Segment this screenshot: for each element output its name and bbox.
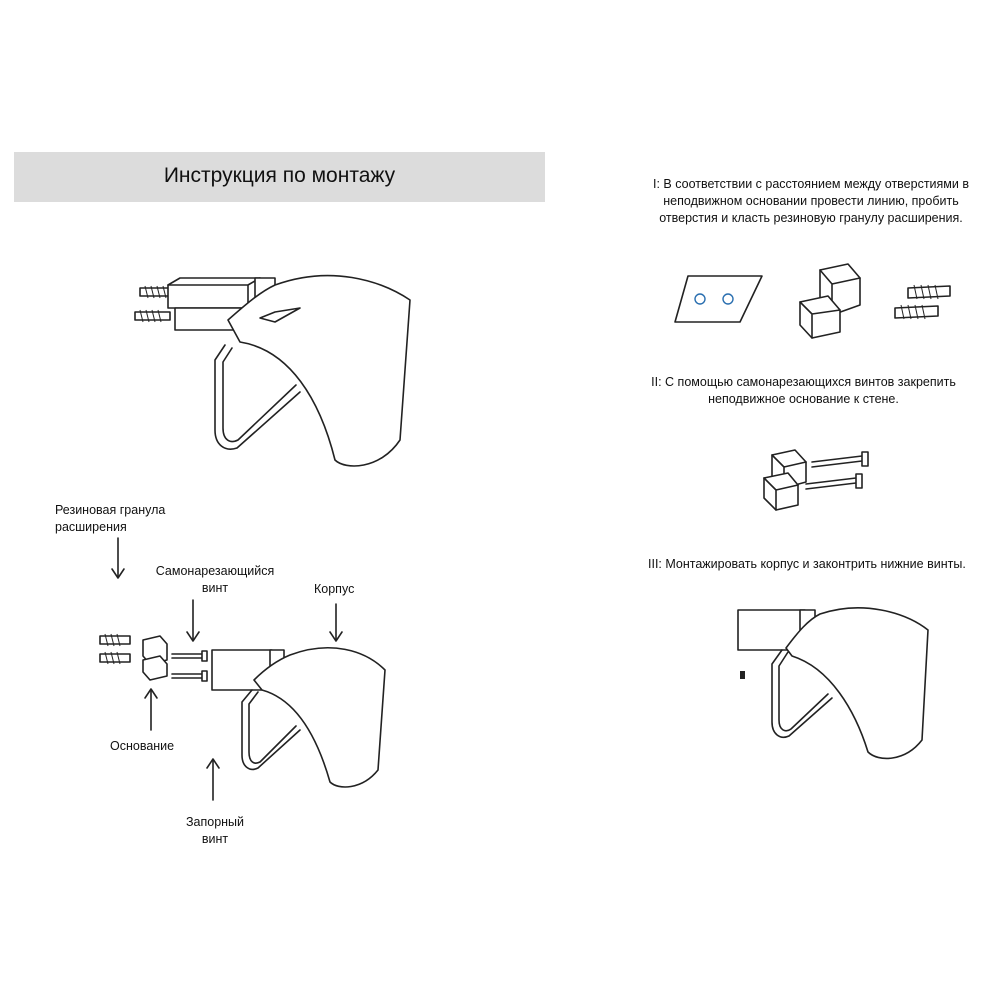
step1-anchors (895, 285, 950, 319)
arrow-screw (187, 600, 199, 641)
step3-installed-holder (738, 608, 928, 759)
assembled-holder-illustration (135, 276, 410, 466)
exploded-base (143, 636, 167, 680)
exploded-holder-body (212, 648, 385, 787)
exploded-screws (172, 651, 207, 681)
step-2-text: II: С помощью самонарезающихся винтов закрепить неподвижное основание к стене. (651, 375, 956, 406)
arrow-rubber-plug (112, 538, 124, 578)
step1-wall-marking (675, 276, 762, 322)
arrow-base (145, 689, 157, 730)
arrow-body (330, 604, 342, 641)
label-base: Основание (110, 739, 175, 753)
step-1-text: I: В соответствии с расстоянием между отверстиями в неподвижном основании провести линию, пробить отверстия и класть резиновую гранулу расширения. (653, 177, 969, 225)
arrow-lock-screw (207, 759, 219, 800)
cover (228, 276, 410, 466)
label-rubber-plug: Резиновая гранула расширения (55, 503, 166, 534)
label-self-tapping-screw: Самонарезающийся винт (155, 564, 275, 595)
page-title: Инструкция по монтажу (163, 164, 396, 187)
step-3-text: III: Монтажировать корпус и законтрить нижние винты. (648, 557, 966, 571)
label-lock-screw: Запорный винт (185, 815, 245, 846)
step1-base-block (800, 264, 860, 338)
label-body: Корпус (314, 582, 355, 596)
exploded-anchors (100, 634, 130, 664)
wall-anchor-bottom (135, 310, 170, 322)
step2-base-and-screws (764, 450, 868, 510)
